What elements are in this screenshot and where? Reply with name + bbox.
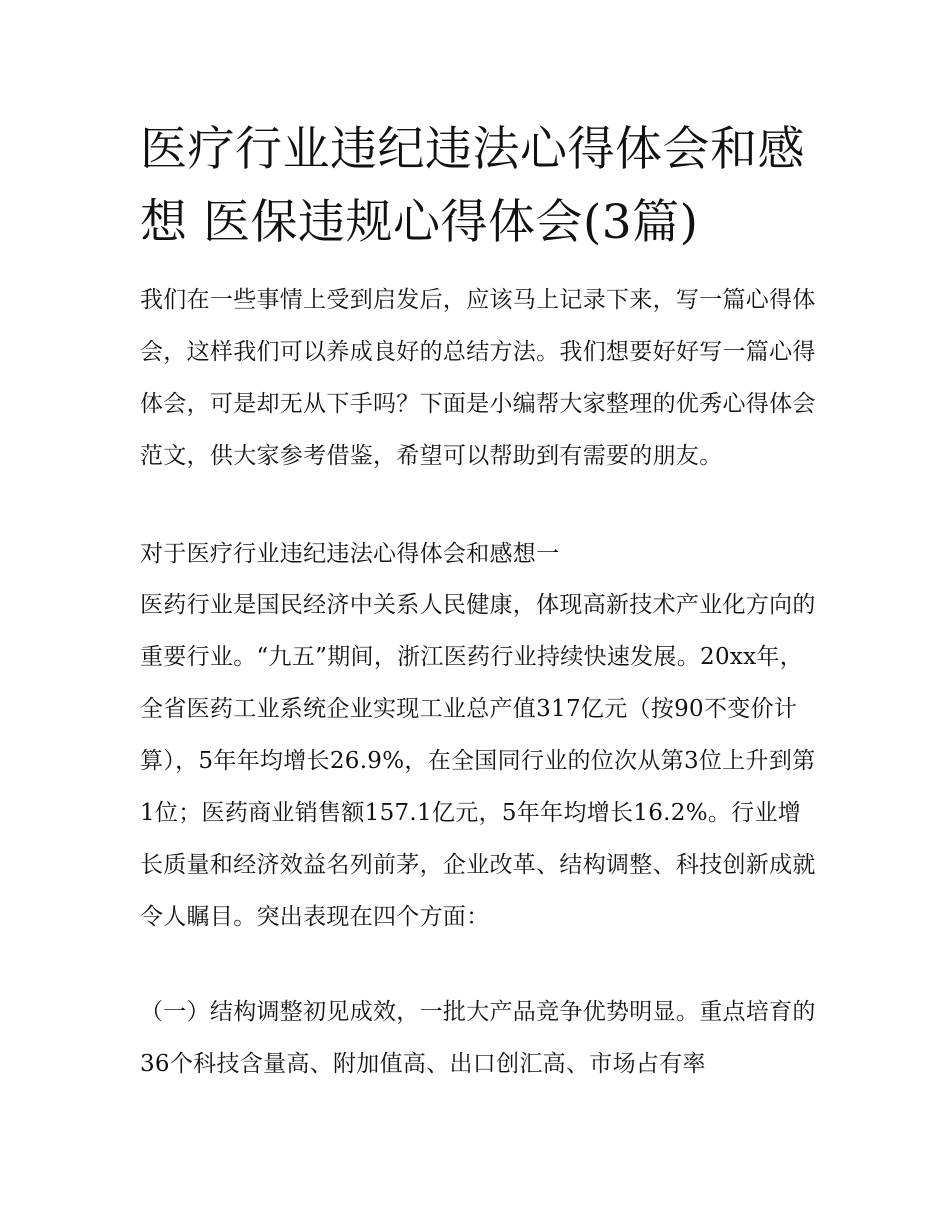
body-paragraph-2: （一）结构调整初见成效，一批大产品竞争优势明显。重点培育的36个科技含量高、附加值高、出口创汇高、市场占有率: [140, 999, 816, 1077]
body-paragraph-1: 医药行业是国民经济中关系人民健康，体现高新技术产业化方向的重要行业。“九五”期间，浙江医药行业持续快速发展。20xx年，全省医药工业系统企业实现工业总产值317亿元（按90不变价计算），5年年均增长26.9%，在全国同行业的位次从第3位上升到第1位；医药商业销售额157.1亿元，5年年均增长16.2%。行业增长质量和经济效益名列前茅，企业改革、结构调整、科技创新成就令人瞩目。突出表现在四个方面：: [140, 592, 816, 930]
section-heading: 对于医疗行业违纪违法心得体会和感想一: [140, 541, 560, 567]
intro-paragraph: 我们在一些事情上受到启发后，应该马上记录下来，写一篇心得体会，这样我们可以养成良好的总结方法。我们想要好好写一篇心得体会，可是却无从下手吗？下面是小编帮大家整理的优秀心得体会范文，供大家参考借鉴，希望可以帮助到有需要的朋友。: [140, 287, 816, 469]
document-title: 医疗行业违纪违法心得体会和感想 医保违规心得体会(3篇): [140, 122, 805, 250]
